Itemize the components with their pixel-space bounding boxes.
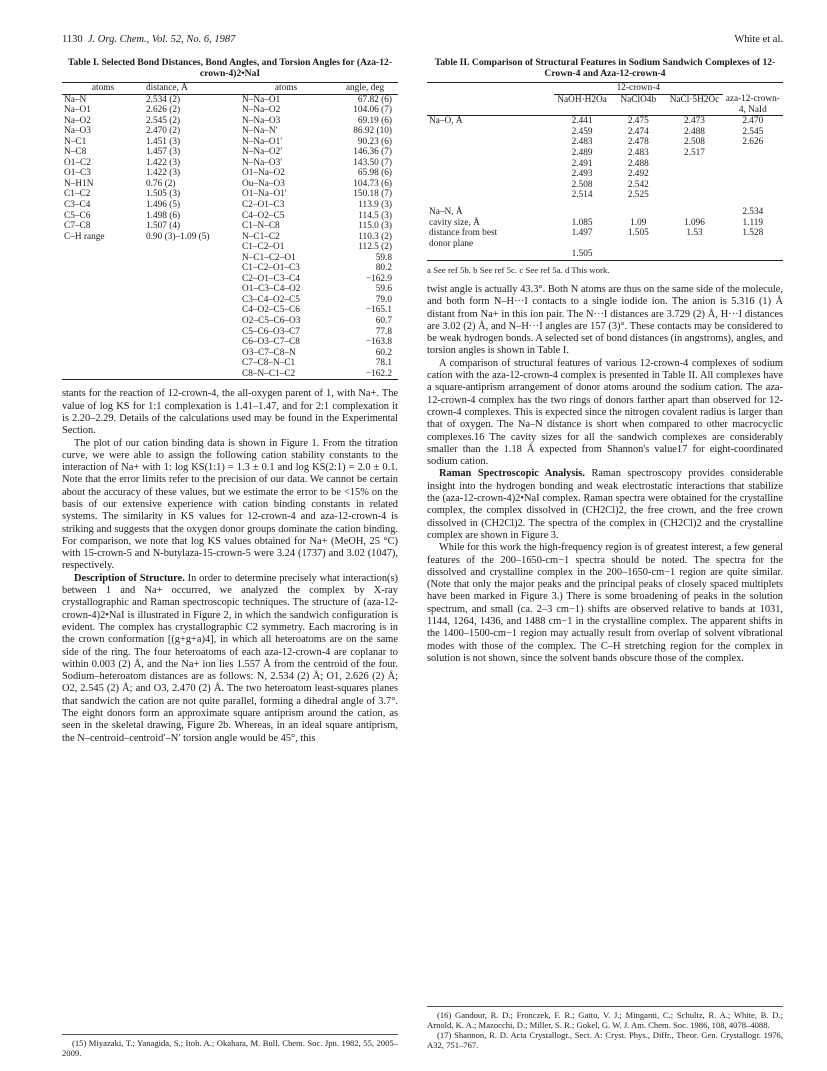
table2-cell	[723, 190, 783, 201]
table2-cell: 2.483	[627, 148, 649, 159]
table1-cell: 146.36 (7)	[353, 147, 392, 158]
table1-cell: N–Na–O3	[242, 115, 281, 126]
table2-cell: 2.483	[571, 137, 593, 148]
table1-cell: C4–O2–C5–C6	[242, 305, 300, 316]
footnotes-left	[62, 1034, 398, 1058]
table1-cell: C7–C8–N–C1	[242, 358, 296, 369]
table2-cell: 2.441	[571, 116, 593, 127]
table2-row-label	[427, 159, 554, 170]
table1-cell: 1.496 (5)	[146, 200, 181, 211]
table1-row	[62, 168, 398, 179]
table1-row	[62, 221, 398, 232]
table1-cell: N–Na–O1′	[242, 136, 283, 147]
table1-row	[62, 179, 398, 190]
table1-cell: 104.06 (7)	[353, 105, 392, 116]
table1-cell: O1–C3	[64, 168, 91, 179]
table1-cell: N–Na–O3′	[242, 157, 283, 168]
table2-cell	[666, 249, 722, 260]
table1-row	[62, 116, 398, 127]
table1-cell: 104.73 (6)	[353, 178, 392, 189]
table2-cell	[666, 169, 722, 180]
table2-cell	[666, 159, 722, 170]
description-paragraph	[62, 573, 398, 745]
table1-row	[62, 274, 398, 285]
table2-cell: 2.525	[627, 190, 649, 201]
table1-cell: N–C1	[64, 136, 87, 147]
table1-cell: 86.92 (10)	[353, 126, 392, 137]
raman-paragraph-2: While for this work the high-frequency region is of greatest interest, a few general features of the 200–1650-cm−1 spectra should be noted. The spectra for the dissolved and crystalline complex in the 200–1650-cm−1 region are quite similar. (Note that only the major peaks and the principal peaks of closely spaced multiplets have been marked in Figure 3.) There is some broadening of peaks in the solution spectrum, and small (ca. 2–3 cm−1) shifts are observed relative to bands at 1031, 1144, 1264, 1436, and 1488 cm−1 in the crystalline complex. The apparent shifts in the 1400–1500-cm−1 region may actually result from overlap of solvent vibrational modes with those of the complex. The C–H stretching region for the complex in solution is not shown, since the solvent bands obscure those of the complex.	[427, 542, 783, 664]
table1-cell: 115.0 (3)	[358, 221, 392, 232]
table2-cell	[610, 239, 666, 250]
left-paragraph-2: The plot of our cation binding data is shown in Figure 1. From the titration curve, we were able to assign the following cation stability constants to the interaction of Na+ with 1: log KS(1:1) = 1.3 ± 0.1 and log KS(2:1) = 2.0 ± 0.1. Note that the error limits refer to the precision of our data. We cannot be certain about the accuracy of these values, but we estimate the error to be <15% on the basis of our extensive experience with cation binding constants in related systems. The similarity in KS values for 12-crown-4 and aza-12-crown-4 is striking and suggests that the oxygen donor groups dominate the cation binding. For comparison, we note that log KS values obtained for Na+ (MeOH, 25 °C) with 15-crown-5 and N-butylaza-15-crown-5 were 3.24 (1737) and 3.02 (1047), respectively.	[62, 437, 398, 572]
raman-paragraph	[427, 468, 783, 542]
page-header-author: White et al.	[734, 34, 783, 45]
table1-cell: O1–Na–O1′	[242, 189, 287, 200]
table1-cell	[144, 284, 240, 295]
table1-cell	[144, 242, 240, 253]
table1-cell: 1.505 (3)	[146, 189, 181, 200]
table1-cell: C3–C4	[64, 200, 91, 211]
table2-row-label	[427, 137, 554, 148]
table1-col-angle: angle, deg	[332, 83, 398, 95]
table1-row	[62, 295, 398, 306]
description-text: In order to determine precisely what interaction(s) between 1 and Na+ occurred, we analyzed the complex by X-ray crystallographic and Raman spectroscopic techniques. The structure of (aza-12-crown-4)2•NaI is illustrated in Figure 2, in which the sandwich configuration is evident. The complex has crystallographic C2 symmetry. Each macroring is in the crown conformation [(g+g+a)4], in which all heteroatoms are on the same side of the ring. The four heteroatoms of each aza-12-crown-4 are coplanar to within 0.003 (2) Å, and the Na+ ion lies 1.557 Å from the centroid of the four. Sodium–heteroatom distances are as follows: N, 2.534 (2) Å; O1, 2.626 (2) Å; O2, 2.545 (2) Å; and O3, 2.470 (2) Å. The two heteroatom least-squares planes that sandwich the cation are not quite parallel, forming a dihedral angle of 3.7°. The eight donors form an approximate square antiprism around the cation, as seen in the skeletal drawing, Figure 2b. Whereas, in an ideal square antiprism, the N–centroid–centroid′–N′ torsion angle would be 45°, this	[62, 572, 398, 744]
table1-cell: C3–C4–O2–C5	[242, 294, 300, 305]
table1-row	[62, 126, 398, 137]
table1-cell	[144, 358, 240, 369]
table2-row-label	[427, 148, 554, 159]
table2-cell	[554, 239, 610, 250]
table1-row	[62, 232, 398, 243]
table1-row	[62, 358, 398, 369]
table1-cell: 2.626 (2)	[146, 105, 181, 116]
table2-cell: 1.09	[630, 217, 647, 228]
table2-cell	[610, 249, 666, 260]
table1-cell: −162.2	[332, 369, 398, 380]
table2-row	[427, 218, 783, 229]
table1-cell: O2–C5–C6–O3	[242, 316, 301, 327]
table2-row-label	[427, 249, 554, 260]
table1-cell: 1.451 (3)	[146, 136, 181, 147]
table1-row	[62, 147, 398, 158]
table1-cell: 1.422 (3)	[146, 157, 181, 168]
table1-row	[62, 253, 398, 264]
table1-row	[62, 284, 398, 295]
table2-row	[427, 127, 783, 138]
table1-cell: C1–C2	[64, 189, 91, 200]
table2-cell	[666, 190, 722, 201]
table2-row	[427, 249, 783, 260]
table2-cell	[723, 148, 783, 159]
table2-cell: 2.514	[571, 190, 593, 201]
table2-row-label: donor plane	[429, 238, 474, 249]
reference-17: (17) Shannon, R. D. Acta Crystallogr., Sect. A: Cryst. Phys., Diffr., Theor. Gen. Crystallogr. 1976, A32, 751–767.	[427, 1030, 783, 1050]
table2-cell: 1.096	[684, 217, 705, 228]
table2-cell	[666, 239, 722, 250]
table2-cell	[610, 201, 666, 218]
table1-cell: 113.9 (3)	[358, 200, 392, 211]
table1-cell: N–C1–C2–O1	[242, 252, 296, 263]
table1-cell: 1.498 (6)	[146, 210, 181, 221]
raman-text: Raman spectroscopy provides considerable insight into the hydrogen bonding and weak electrostatic interactions that stabilize the (aza-12-crown-4)2•NaI complex. Raman spectra were obtained for the crystalline complex, the complex dissolved in (CH2Cl)2, the free crown, and the free crown dissolved in (CH2Cl)2. The spectra of the complex in (CH2Cl)2 and the crystalline complex are shown in Figure 3.	[427, 468, 784, 541]
table1-cell: N–C8	[64, 147, 87, 158]
table1	[62, 82, 398, 380]
table1-cell: N–H1N	[64, 178, 94, 189]
table1-cell	[144, 263, 240, 274]
table1-cell	[62, 253, 144, 264]
table1-cell: 67.82 (6)	[357, 94, 392, 105]
table2-caption: Table II. Comparison of Structural Features in Sodium Sandwich Complexes of 12-Crown-4 and Aza-12-crown-4	[434, 57, 776, 79]
table2-row-label: cavity size, Å	[429, 217, 480, 228]
table1-cell	[144, 369, 240, 380]
table1-cell	[62, 348, 144, 359]
table2-col-naoh: NaOH·H2Oa	[554, 94, 610, 116]
table2-row	[427, 228, 783, 239]
table1-row	[62, 316, 398, 327]
table1-cell: Na–O2	[64, 115, 91, 126]
table1-row	[62, 211, 398, 222]
table1-cell: Ou–Na–O3	[242, 178, 285, 189]
table2-cell: 2.508	[571, 179, 593, 190]
table1-cell: 2.470 (2)	[146, 126, 181, 137]
reference-15: (15) Miyazaki, T.; Yanagida, S.; Itoh. A.; Okahara, M. Bull. Chem. Soc. Jpn. 1982, 55, 2005–2009.	[62, 1038, 398, 1058]
table1-cell	[144, 305, 240, 316]
table1-cell: N–Na–O2	[242, 105, 281, 116]
table1-cell: 114.5 (3)	[358, 210, 392, 221]
table1-cell: 79.0	[375, 294, 392, 305]
table2-cell: 2.517	[684, 148, 705, 159]
table2-cell: 2.493	[571, 169, 593, 180]
table1-cell: O1–C2	[64, 157, 91, 168]
table2-cell: 1.505	[627, 228, 649, 239]
table2-cell: 2.488	[627, 158, 649, 169]
table2-cell: 2.475	[627, 116, 649, 127]
table1-cell: 1.422 (3)	[146, 168, 181, 179]
table1-row	[62, 327, 398, 338]
table2-cell: 1.085	[571, 217, 593, 228]
table2-row-label	[427, 180, 554, 191]
table2-row	[427, 116, 783, 127]
table1-cell	[62, 327, 144, 338]
table1-cell: C2–O1–C3–C4	[242, 273, 300, 284]
table1-cell: 150.18 (7)	[353, 189, 392, 200]
table1-row	[62, 369, 398, 380]
table1-cell: 1.507 (4)	[146, 221, 181, 232]
table2-cell: 2.488	[684, 126, 705, 137]
table1-cell: C5–C6–O3–C7	[242, 326, 300, 337]
table1-cell: 0.90 (3)–1.09 (5)	[146, 231, 210, 242]
table1-cell: 78.1	[375, 358, 392, 369]
table1-cell: C1–N–C8	[242, 221, 280, 232]
table1-row	[62, 158, 398, 169]
table1-col-atoms2: atoms	[240, 83, 332, 95]
table1-cell: O1–C3–C4–O2	[242, 284, 301, 295]
table1-row	[62, 337, 398, 348]
table1-cell: C6–O3–C7–C8	[242, 337, 300, 348]
table2-group-header: 12-crown-4	[554, 83, 723, 95]
table2-cell: 2.542	[627, 179, 649, 190]
table2-cell: 2.508	[684, 137, 705, 148]
table1-cell: 80.2	[375, 263, 392, 274]
table1-caption: Table I. Selected Bond Distances, Bond Angles, and Torsion Angles for (Aza-12-crown-4)2•NaI	[67, 57, 393, 79]
table1-cell	[62, 358, 144, 369]
right-paragraph-2: A comparison of structural features of various 12-crown-4 complexes of sodium cation with the aza-12-crown-4 complex is presented in Table II. All complexes have a square-antiprism arrangement of donor atoms around the sodium cation. The aza-12-crown-4 complex has the two rings of donors farther apart than observed for 12-crown-4 complexes. This is expected since the nitrogen covalent radius is larger than that of oxygen. The Na–N distance is short when compared to other macrocyclic complexes.16 The cavity sizes for all the sandwich complexes are considerably smaller than the 1.18 Å expected from Shannon's value17 for eight-coordinated sodium cation.	[427, 357, 783, 468]
table2-row	[427, 148, 783, 159]
table2-col-aza: aza-12-crown-4, NaId	[723, 94, 783, 116]
table1-cell: 65.98 (6)	[357, 168, 392, 179]
reference-16: (16) Gandour, R. D.; Fronczek, F. R.; Gatto, V. J.; Minganti, C.; Schultz, R. A.; White, B. D.; Arnold, K. A.; Mazocchi, D.; Miller, S. R.; Gokel, G. W. J. Am. Chem. Soc. 1986, 108, 4078–4088.	[427, 1010, 783, 1030]
table2-row	[427, 201, 783, 218]
table1-cell: N–Na–N′	[242, 126, 278, 137]
table2-cell: 2.545	[742, 126, 764, 137]
table1-row	[62, 189, 398, 200]
table2-row	[427, 137, 783, 148]
table1-cell	[144, 348, 240, 359]
table1-cell	[62, 369, 144, 380]
table1-cell: C5–C6	[64, 210, 91, 221]
table2-row-label	[427, 127, 554, 138]
table1-cell	[144, 295, 240, 306]
table1-cell: C8–N–C1–C2	[240, 369, 332, 380]
page-number: 1130	[62, 34, 83, 45]
table1-cell	[62, 337, 144, 348]
right-paragraph-1: twist angle is actually 43.3°. Both N atoms are thus on the same side of the molecule, and both form N–H···I contacts to a single iodide ion. The anion is 5.316 (1) Å distant from Na+ in this ion pair. The N···I distances are 3.729 (2) Å, H···I distances are 3.02 (2) Å, and N–H···I angles are 157 (3)°. These contacts may be considered to be weak hydrogen bonds. A selected set of bond distances (in angstroms), angles, and torsion angles is shown in Table I.	[427, 284, 783, 357]
table2-header-row	[427, 94, 783, 116]
table1-header-row	[62, 83, 398, 95]
table1-cell: N–C1–C2	[242, 231, 280, 242]
table1-cell: C7–C8	[64, 221, 91, 232]
table2-row	[427, 190, 783, 201]
table1-cell: O1–Na–O2	[242, 168, 285, 179]
table1-cell	[144, 274, 240, 285]
table2-col-naclo4: NaClO4b	[610, 94, 666, 116]
table2-cell	[723, 180, 783, 191]
table2-row	[427, 169, 783, 180]
table1-row	[62, 305, 398, 316]
table1-cell: −163.8	[365, 337, 392, 348]
table1-cell: 69.19 (6)	[357, 115, 392, 126]
left-column	[62, 57, 398, 745]
table2-cell: 2.459	[571, 126, 593, 137]
table1-cell: C2–O1–C3	[242, 200, 285, 211]
table2-cell	[666, 201, 722, 218]
right-column	[427, 57, 783, 665]
table2-row	[427, 239, 783, 250]
table1-cell: 1.457 (3)	[146, 147, 181, 158]
table1-row	[62, 242, 398, 253]
table1-cell: 59.8	[375, 252, 392, 263]
table2-footnote: a See ref 5b. b See ref 5c. c See ref 5a. d This work.	[427, 265, 610, 275]
table1-cell: O3–C7–C8–N	[242, 347, 296, 358]
table2-cell: 1.505	[554, 249, 610, 260]
table1-cell: Na–O1	[64, 105, 91, 116]
table1-cell	[62, 242, 144, 253]
table2-cell	[554, 201, 610, 218]
page-header-left	[62, 34, 235, 45]
raman-heading: Raman Spectroscopic Analysis.	[439, 468, 585, 480]
table1-cell: 143.50 (7)	[353, 157, 392, 168]
table2-cell: 2.478	[627, 137, 649, 148]
table1-cell: −162.9	[365, 273, 392, 284]
table1-row	[62, 137, 398, 148]
table2-cell: 1.119	[742, 217, 764, 228]
table2-cell: 2.470	[742, 116, 764, 127]
table2-cell: 1.528	[742, 228, 764, 239]
table2-cell: 2.492	[627, 169, 649, 180]
table1-cell	[62, 295, 144, 306]
table1-cell	[62, 316, 144, 327]
table2-row	[427, 159, 783, 170]
description-heading: Description of Structure.	[74, 572, 185, 584]
left-paragraph-1: stants for the reaction of 12-crown-4, the all-oxygen parent of 1, with Na+. The value of log KS for 1:1 complexation is 1.41–1.47, and for 2:1 complexation it is 2.20–2.29. Details of the calculations used may be found in the Experimental Section.	[62, 388, 398, 437]
table1-cell	[62, 263, 144, 274]
table1-cell: C4–O2–C5	[242, 210, 285, 221]
table2-cell: 1.497	[571, 228, 593, 239]
table1-cell: C1–C2–O1–C3	[242, 263, 300, 274]
table2-row-label: Na–N, Å	[429, 207, 463, 218]
table2	[427, 82, 783, 261]
table1-row	[62, 348, 398, 359]
table1-cell: 59.6	[375, 284, 392, 295]
table1-cell: 60.2	[375, 347, 392, 358]
table1-cell: 90.23 (6)	[357, 136, 392, 147]
table1-cell: 2.534 (2)	[146, 94, 181, 105]
table1-row	[62, 263, 398, 274]
table1-cell: Na–N	[64, 94, 87, 105]
table2-cell	[723, 239, 783, 250]
table1-cell: N–Na–O1	[242, 94, 281, 105]
table1-cell: 2.545 (2)	[146, 115, 181, 126]
table1-cell: C1–C2–O1	[242, 242, 285, 253]
table1-cell	[62, 274, 144, 285]
table1-cell	[144, 327, 240, 338]
table2-row	[427, 180, 783, 191]
table2-cell: 2.626	[742, 137, 764, 148]
table1-col-atoms: atoms	[62, 83, 144, 95]
table1-cell: 77.8	[375, 326, 392, 337]
table2-cell: 1.53	[686, 228, 703, 239]
table1-row	[62, 94, 398, 105]
table1-col-distance: distance, Å	[144, 83, 240, 95]
table1-cell	[144, 337, 240, 348]
table2-cell	[666, 180, 722, 191]
table1-row	[62, 105, 398, 116]
table2-row-label: Na–O, Å	[429, 116, 463, 127]
journal-citation: J. Org. Chem., Vol. 52, No. 6, 1987	[87, 34, 236, 45]
table1-cell: Na–O3	[64, 126, 91, 137]
table1-cell	[62, 305, 144, 316]
table1-cell: C–H range	[64, 231, 105, 242]
table1-cell	[62, 284, 144, 295]
table1-cell	[144, 316, 240, 327]
table2-cell: 2.491	[571, 158, 593, 169]
table2-cell: 2.534	[742, 207, 764, 218]
table1-cell: 110.3 (2)	[358, 231, 392, 242]
table2-row-label	[427, 169, 554, 180]
table1-cell: 0.76 (2)	[146, 178, 176, 189]
table1-cell: N–Na–O2′	[242, 147, 283, 158]
table2-row-label	[427, 190, 554, 201]
table1-cell: 112.5 (2)	[358, 242, 392, 253]
table2-col-nacl: NaCl·5H2Oc	[666, 94, 722, 116]
table2-row-label: distance from best	[429, 228, 498, 239]
table1-cell: −165.1	[365, 305, 392, 316]
table2-cell	[723, 249, 783, 260]
table2-cell: 2.474	[627, 126, 649, 137]
table1-cell: 60.7	[375, 316, 392, 327]
table1-cell	[144, 253, 240, 264]
table2-cell: 2.473	[684, 116, 705, 127]
table2-cell	[723, 159, 783, 170]
table2-cell: 2.489	[571, 148, 593, 159]
table2-cell	[723, 169, 783, 180]
footnotes-right	[427, 1006, 783, 1050]
table1-row	[62, 200, 398, 211]
